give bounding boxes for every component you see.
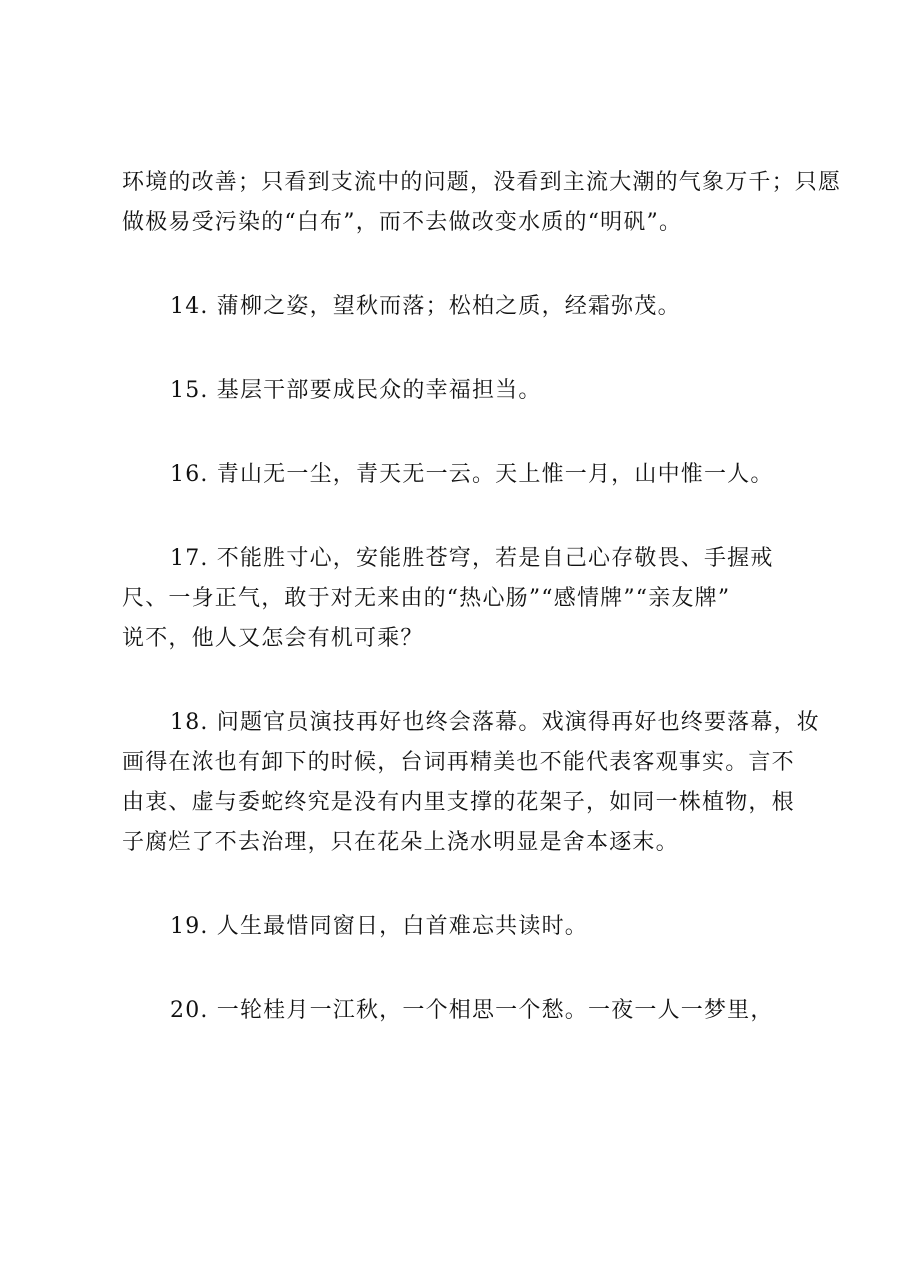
paragraph-15	[122, 371, 812, 411]
text-line: 由衷、虚与委蛇终究是没有内里支撑的花架子，如同一株植物，根	[122, 790, 795, 815]
text-line: 做极易受污染的“白布”，而不去做改变水质的“明矾”。	[122, 210, 683, 235]
paragraph-18	[122, 703, 820, 863]
paragraph-14	[122, 287, 812, 327]
paragraph-20	[122, 991, 812, 1031]
text-line: 子腐烂了不去治理，只在花朵上浇水明显是舍本逐末。	[122, 830, 679, 855]
text-line: 20. 一轮桂月一江秋，一个相思一个愁。一夜一人一梦里，	[170, 998, 774, 1023]
paragraph-continued	[122, 163, 842, 243]
text-line: 画得在浓也有卸下的时候，台词再精美也不能代表客观事实。言不	[122, 750, 795, 775]
text-line: 15. 基层干部要成民众的幸福担当。	[170, 378, 542, 403]
text-line: 尺、一身正气，敢于对无来由的“热心肠”“感情牌”“亲友牌”	[122, 586, 731, 611]
paragraph-17	[122, 539, 812, 659]
text-line: 18. 问题官员演技再好也终会落幕。戏演得再好也终要落幕，妆	[170, 710, 820, 735]
text-line: 说不，他人又怎会有机可乘？	[122, 626, 424, 651]
text-line: 17. 不能胜寸心，安能胜苍穹，若是自己心存敬畏、手握戒	[170, 546, 774, 571]
text-line: 16. 青山无一尘，青天无一云。天上惟一月，山中惟一人。	[170, 462, 774, 487]
text-line: 19. 人生最惜同窗日，白首难忘共读时。	[170, 914, 588, 939]
text-line: 环境的改善；只看到支流中的问题，没看到主流大潮的气象万千；只愿	[122, 170, 842, 195]
document-body	[122, 163, 842, 1031]
paragraph-16	[122, 455, 812, 495]
paragraph-19	[122, 907, 812, 947]
text-line: 14. 蒲柳之姿，望秋而落；松柏之质，经霜弥茂。	[170, 294, 681, 319]
